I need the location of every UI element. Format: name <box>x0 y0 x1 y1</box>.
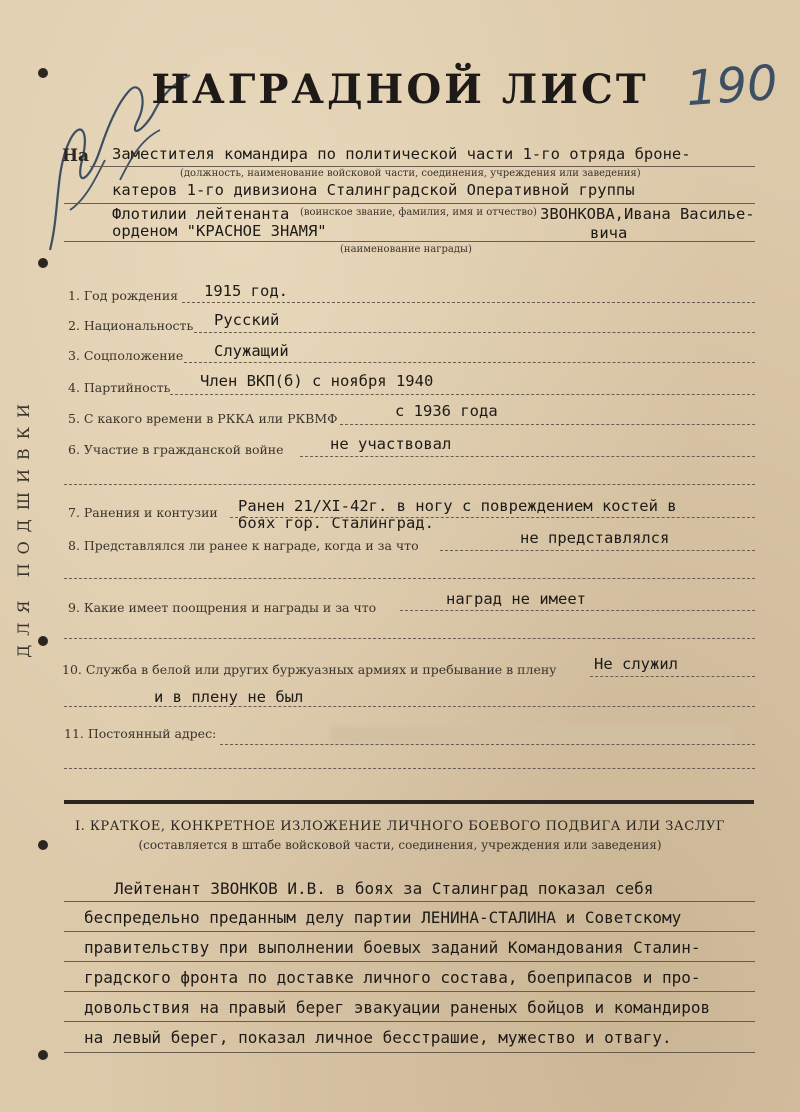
field-label-birth-year: 1. Год рождения <box>68 288 179 303</box>
award-name: орденом "КРАСНОЕ ЗНАМЯ" <box>112 222 327 240</box>
nominee-line-2: катеров 1-го дивизиона Сталинградской Оперативной группы <box>112 181 635 199</box>
field-value-social-status: Служащий <box>214 342 289 360</box>
nominee-line-1: Заместителя командира по политической части 1-го отряда броне- <box>112 145 691 163</box>
field-label-nationality: 2. Национальность <box>68 318 194 333</box>
sheet-number: 190 <box>684 54 780 118</box>
field-label-address: 11. Постоянный адрес: <box>64 726 217 741</box>
narrative-line-6: на левый берег, показал личное бесстрашие, мужество и отвагу. <box>84 1028 672 1047</box>
document-title: НАГРАДНОЙ ЛИСТ <box>151 66 649 113</box>
field-label-civil-war: 6. Участие в гражданской войне <box>68 442 284 457</box>
nominee-line-3-name: ЗВОНКОВА,Ивана Василье- <box>540 205 755 223</box>
field-value-wounds-2: боях гор. Сталинград. <box>238 514 434 532</box>
punch-hole <box>38 68 48 78</box>
field-value-party: Член ВКП(б) с ноября 1940 <box>200 372 434 390</box>
name-caption: (воинское звание, фамилия, имя и отчество) <box>300 207 537 218</box>
side-label <box>14 395 44 725</box>
field-label-incentives: 9. Какие имеет поощрения и награды и за что <box>68 600 377 615</box>
punch-hole <box>38 1050 48 1060</box>
punch-hole <box>38 258 48 268</box>
field-value-white-army-1: Не служил <box>594 655 678 673</box>
award-caption: (наименование награды) <box>340 244 472 255</box>
position-caption: (должность, наименование войсковой части, соединения, учреждения или заведения) <box>180 168 641 179</box>
field-value-service-since: с 1936 года <box>395 402 498 420</box>
nominee-prefix: На <box>62 146 90 166</box>
field-value-incentives: наград не имеет <box>446 590 586 608</box>
narrative-line-3: правительству при выполнении боевых заданий Командования Сталин- <box>84 938 701 957</box>
narrative-line-5: довольствия на правый берег эвакуации раненых бойцов и командиров <box>84 998 711 1017</box>
section-heading: I. КРАТКОЕ, КОНКРЕТНОЕ ИЗЛОЖЕНИЕ ЛИЧНОГО БОЕВОГО ПОДВИГА ИЛИ ЗАСЛУГ <box>74 819 726 834</box>
narrative-line-1: Лейтенант ЗВОНКОВ И.В. в боях за Сталинград показал себя <box>114 879 654 898</box>
narrative-line-4: градского фронта по доставке личного состава, боеприпасов и про- <box>84 968 701 987</box>
field-value-wounds-1: Ранен 21/XI-42г. в ногу с повреждением костей в <box>238 497 677 515</box>
field-label-social-status: 3. Соцположение <box>68 348 184 363</box>
side-label-text: ДЛЯ ПОДШИВКИ <box>14 395 33 658</box>
field-value-birth-year: 1915 год. <box>204 282 288 300</box>
field-value-civil-war: не участвовал <box>330 435 452 453</box>
narrative-line-2: беспредельно преданным делу партии ЛЕНИНА-СТАЛИНА и Советскому <box>84 908 682 927</box>
field-value-previous-awards: не представлялся <box>520 529 670 547</box>
field-label-wounds: 7. Ранения и контузии <box>68 505 218 520</box>
section-divider <box>64 800 754 804</box>
nominee-line-3-rank: Флотилии лейтенанта <box>112 205 290 223</box>
field-label-white-army: 10. Служба в белой или других буржуазных армиях и пребывание в плену <box>62 662 557 677</box>
field-label-service-since: 5. С какого времени в РККА или РКВМФ <box>68 411 338 426</box>
redacted-address <box>330 726 734 744</box>
field-label-party: 4. Партийность <box>68 380 171 395</box>
field-value-nationality: Русский <box>214 311 280 329</box>
nominee-line-4-name: вича <box>590 224 628 242</box>
field-value-white-army-2: и в плену не был <box>154 688 304 706</box>
section-subheading: (составляется в штабе войсковой части, соединения, учреждения или заведения) <box>138 838 662 852</box>
field-label-previous-awards: 8. Представлялся ли ранее к награде, когда и за что <box>68 538 419 553</box>
